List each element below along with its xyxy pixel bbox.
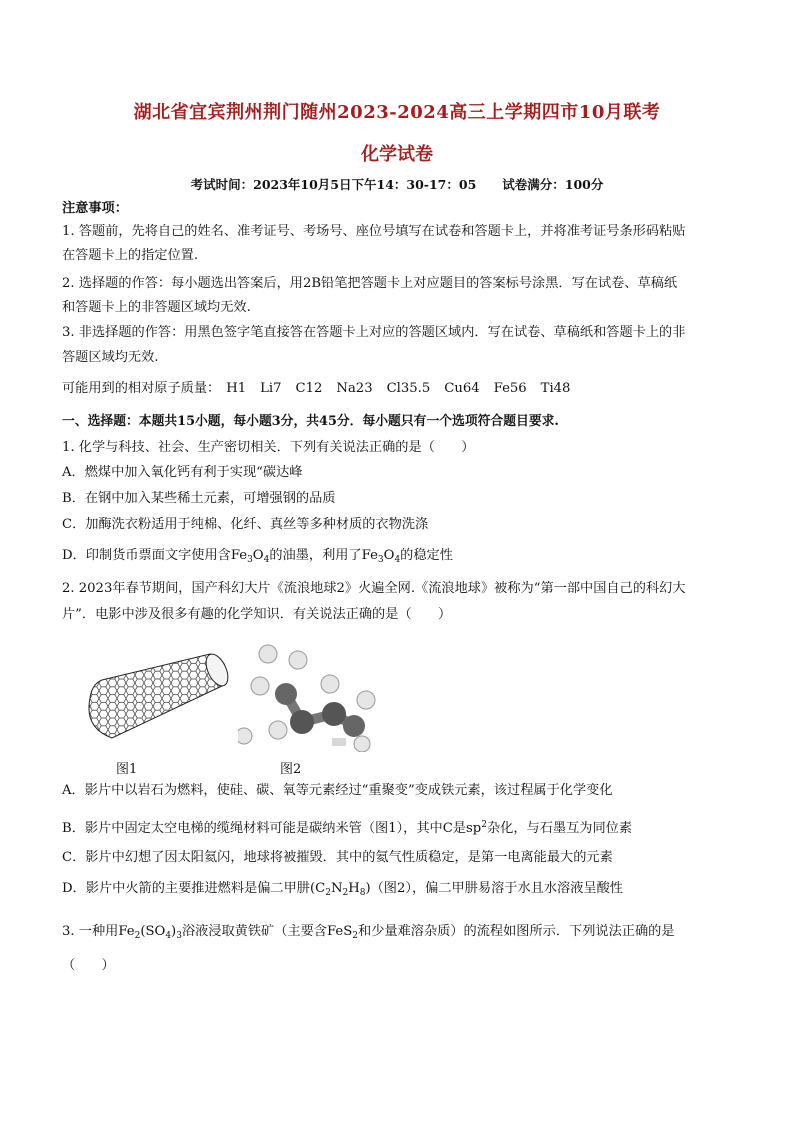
q1-option-b: B．在钢中加入某些稀土元素，可增强钢的品质 [62, 491, 336, 506]
q2-option-d: D．影片中火箭的主要推进燃料是偏二甲肼$(C_2N_2H_8)$（图2），偏二甲肼易溶于水且水溶液呈酸性 [62, 881, 623, 898]
atomic-mass-item: Cu64 [444, 381, 480, 396]
notice-item-1: 1. 答题前，先将自己的姓名、准考证号、考场号、座位号填写在试卷和答题卡上，并将准考证号条形码粘贴 [62, 224, 686, 239]
notice-item-3: 3. 非选择题的作答：用黑色签字笔直接答在答题卡上对应的答题区域内．写在试卷、草稿纸和答题卡上的非 [62, 325, 686, 340]
q2-d-text: D．影片中火箭的主要推进燃料是偏二甲肼 [62, 881, 310, 896]
atomic-mass-label: 可能用到的相对原子质量： [62, 381, 221, 396]
q3-text: 浴液浸取黄铁矿（主要含FeS [181, 924, 353, 939]
figure2-caption: 图2 [280, 762, 302, 777]
notice-heading: 注意事项： [62, 201, 128, 216]
carbon-nanotube-figure [72, 640, 242, 750]
atomic-mass-item: C12 [295, 381, 323, 396]
q2-option-c: C．影片中幻想了因太阳氦闪，地球将被摧毁．其中的氦气性质稳定，是第一电离能最大的元素 [62, 850, 613, 865]
q3-text: 和少量难溶杂质）的流程如图所示．下列说法正确的是 [358, 924, 675, 939]
q2-option-a: A．影片中以岩石为燃料，使硅、碳、氧等元素经过“重聚变”变成铁元素，该过程属于化学变化 [62, 783, 613, 798]
exam-title: 湖北省宜宾荆州荆门随州2023-2024高三上学期四市10月联考 [133, 102, 661, 123]
exam-subtitle: 化学试卷 [361, 144, 433, 165]
atomic-mass-item: Li7 [260, 381, 282, 396]
notice-item-3-cont: 答题区域均无效. [62, 350, 159, 365]
q1-option-d: D．印制货币票面文字使用含$Fe_3O_4$的油墨，利用了$Fe_3O_4$的稳定性 [62, 548, 453, 565]
molecule-model-figure [238, 640, 378, 752]
q3-stem: 3. 一种用$Fe_2(SO_4)_3$浴液浸取黄铁矿（主要含FeS$_2$和少量难溶杂质）的流程如图所示．下列说法正确的是 [62, 924, 675, 941]
atomic-mass-line [62, 379, 732, 399]
full-score: 试卷满分：100分 [502, 177, 604, 192]
notice-item-2-cont: 和答题卡上的非答题区域均无效. [62, 300, 251, 315]
q2-stem-cont: 片”．电影中涉及很多有趣的化学知识．有关说法正确的是（ ） [62, 607, 452, 622]
q2-d-text: （图2），偏二甲肼易溶于水且水溶液呈酸性 [370, 881, 623, 896]
section-heading: 一、选择题：本题共15小题，每小题3分，共45分．每小题只有一个选项符合题目要求. [62, 414, 559, 429]
atomic-mass-item: Na23 [336, 381, 373, 396]
atomic-mass-item: H1 [226, 381, 247, 396]
q1-stem: 1. 化学与科技、社会、生产密切相关．下列有关说法正确的是（ ） [62, 440, 475, 455]
figure1-caption: 图1 [116, 762, 138, 777]
q3-stem-cont: （ ） [62, 958, 115, 973]
q1-option-a: A．燃煤中加入氧化钙有利于实现“碳达峰 [62, 465, 303, 480]
q2-stem: 2. 2023年春节期间，国产科幻大片《流浪地球2》火遍全网.《流浪地球》被称为“第一部中国自己的科幻大 [62, 581, 686, 596]
q3-text: 3. 一种用 [62, 924, 119, 939]
q1-d-text: 的油墨，利用了Fe [269, 548, 378, 563]
atomic-mass-item: Fe56 [493, 381, 527, 396]
q1-option-c: C．加酶洗衣粉适用于纯棉、化纤、真丝等多种材质的衣物洗涤 [62, 517, 429, 532]
notice-item-2: 2. 选择题的作答：每小题选出答案后，用2B铅笔把答题卡上对应题目的答案标号涂黑．写在试卷、草稿纸 [62, 276, 678, 291]
atomic-mass-item: Cl35.5 [386, 381, 431, 396]
q1-d-text: D．印制货币票面文字使用含Fe [62, 548, 248, 563]
q2-b-text: 杂化，与石墨互为同位素 [486, 821, 633, 836]
q1-d-text: 的稳定性 [400, 548, 453, 563]
atomic-mass-item: Ti48 [540, 381, 571, 396]
q2-b-text: B．影片中固定太空电梯的缆绳材料可能是碳纳米管（图1），其中C是sp [62, 821, 482, 836]
notice-item-1-cont: 在答题卡上的指定位置. [62, 248, 199, 263]
exam-time: 考试时间：2023年10月5日下午14：30-17：05 [190, 177, 477, 192]
exam-info [0, 175, 794, 193]
q2-option-b: B．影片中固定太空电梯的缆绳材料可能是碳纳米管（图1），其中C是$sp^2$杂化，与石墨互为同位素 [62, 820, 633, 836]
